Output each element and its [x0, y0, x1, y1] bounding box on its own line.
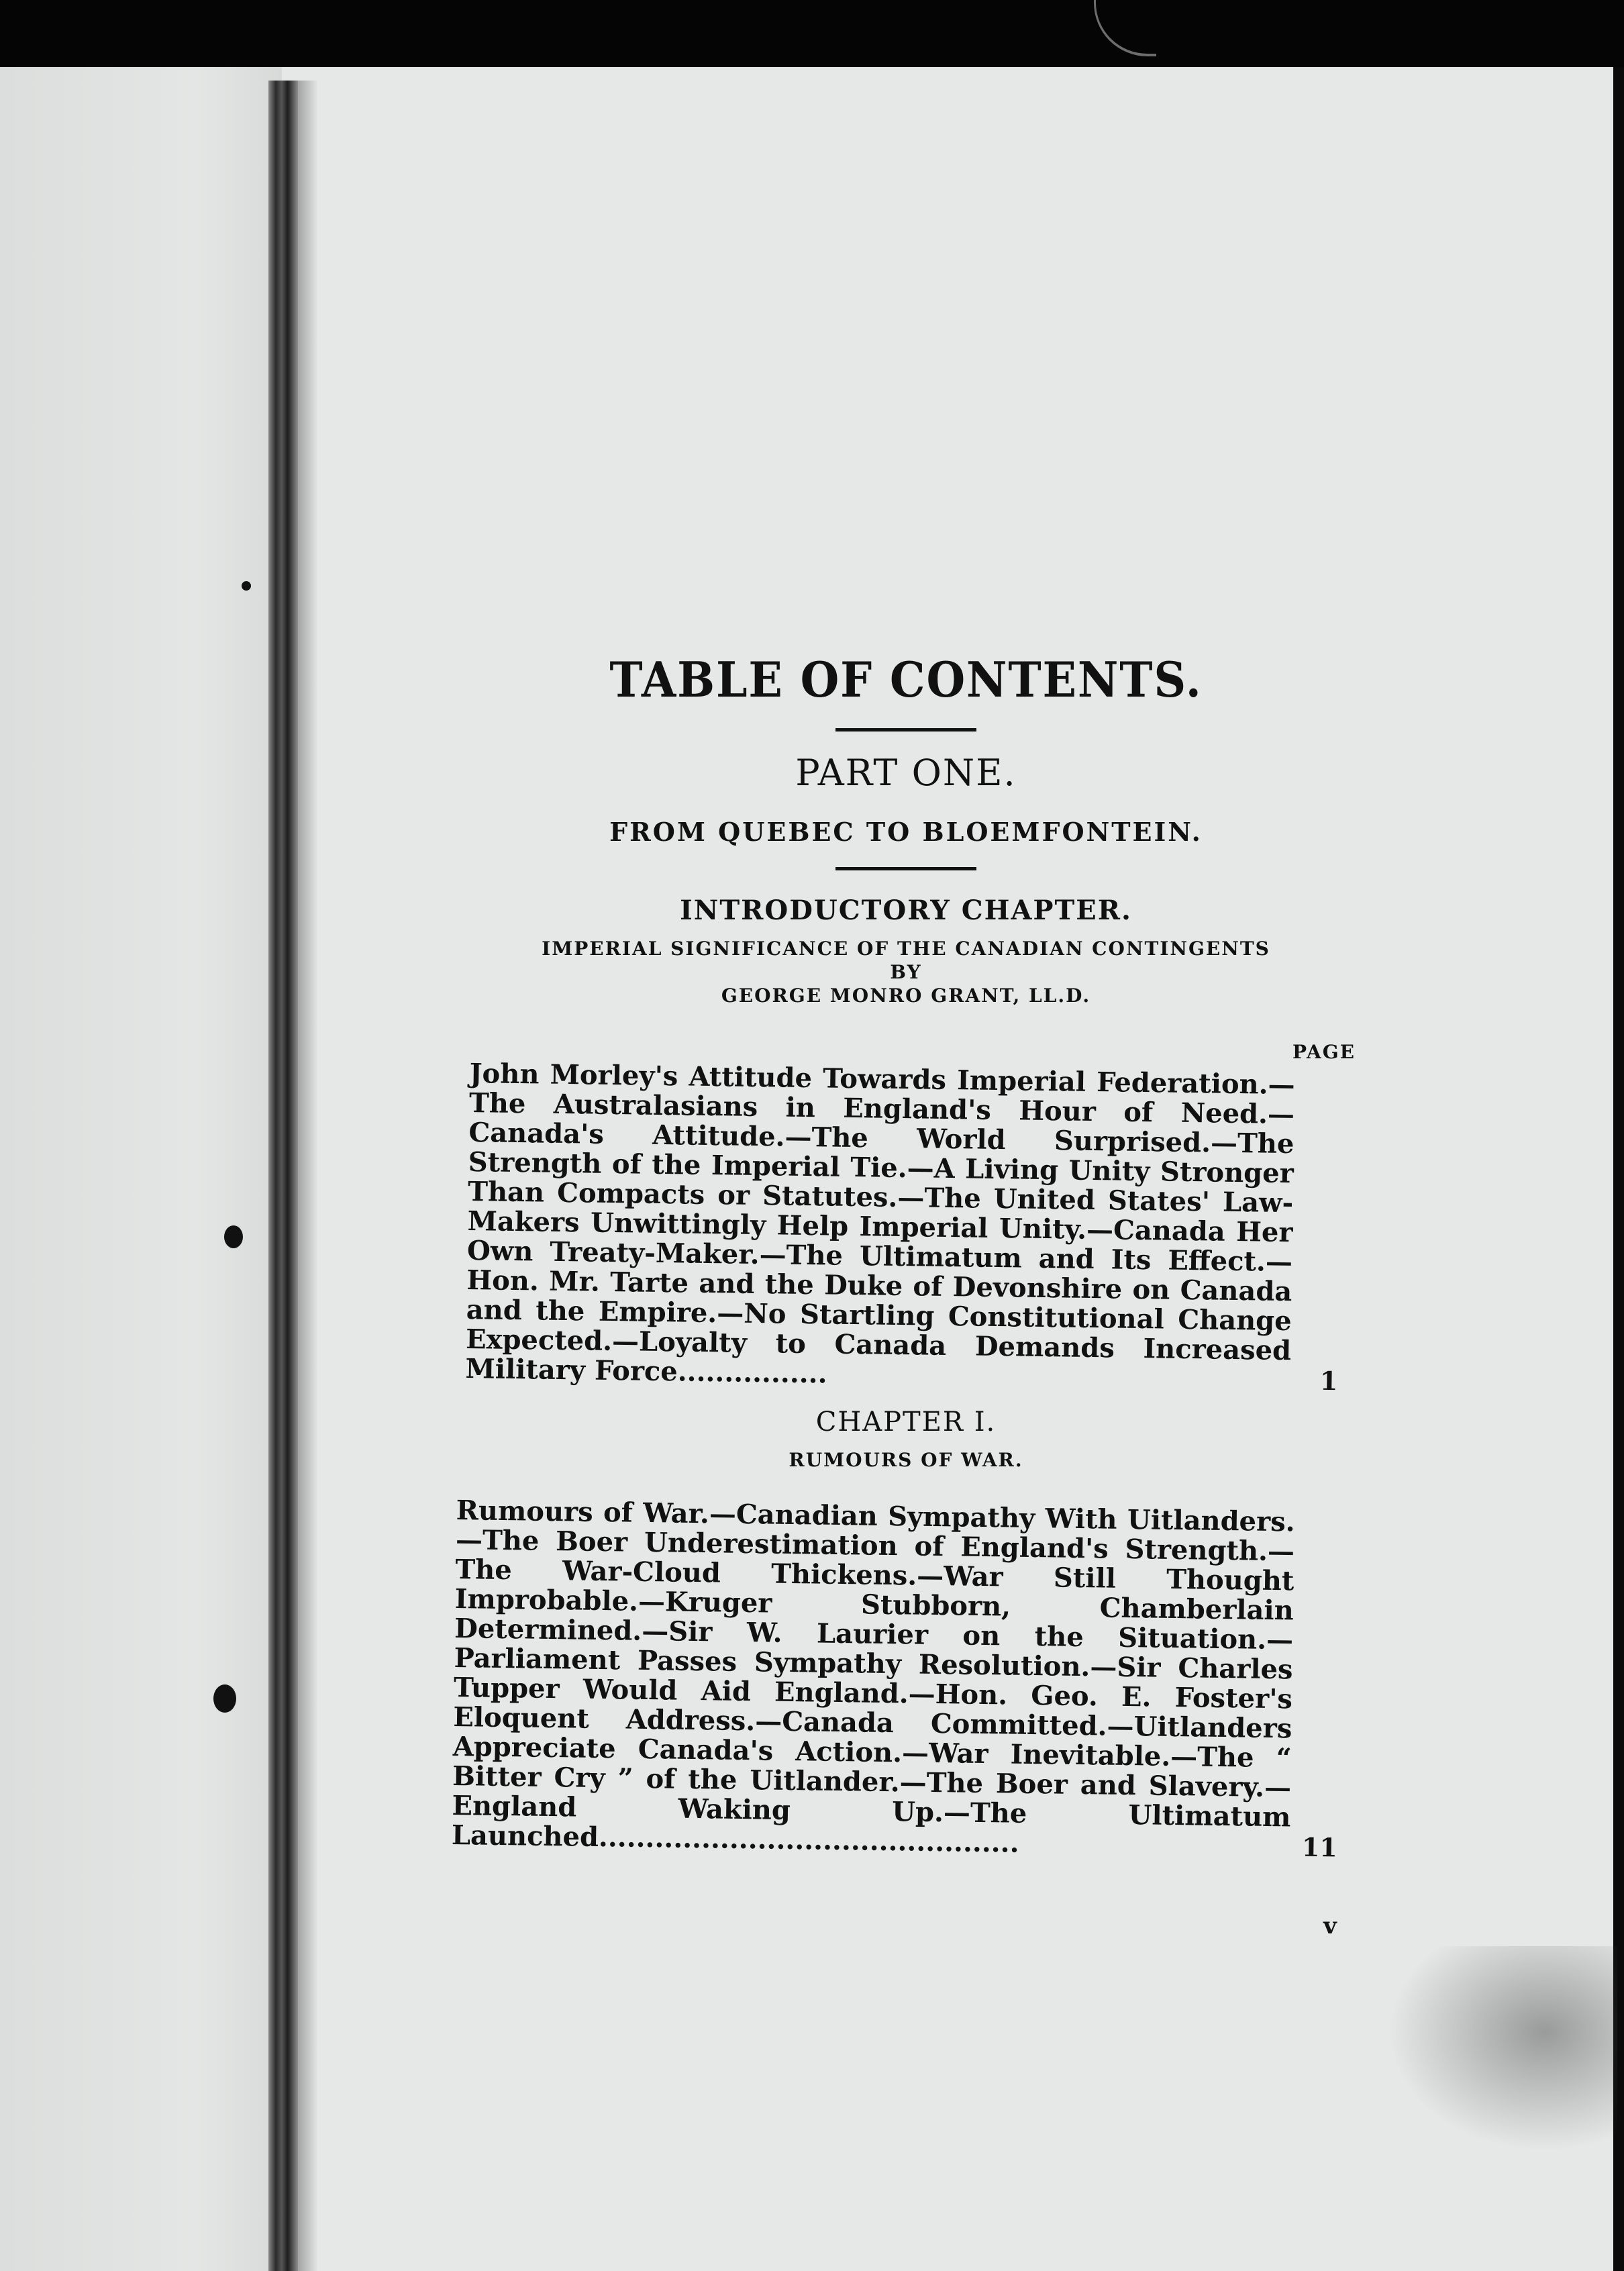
introductory-chapter-entry: [465, 1058, 1338, 1397]
introductory-subtitle-line: IMPERIAL SIGNIFICANCE OF THE CANADIAN CONTINGENTS: [542, 938, 1270, 960]
title-rule: [835, 728, 976, 731]
table-of-contents: [451, 631, 1356, 1863]
introductory-by-line: BY: [890, 961, 922, 983]
chapter-one-summary: Rumours of War.—Canadian Sympathy With Uitlanders.—The Boer Underestimation of England's Strength.—The War-Cloud Thickens.—War Still Thought Improbable.—Kruger Stubborn, Chamberlain Determined.—Sir W. Laurier on the Situation.—Parliament Passes Sympathy Resolution.—Sir Charles Tupper Would Aid England.—Hon. Geo. E. Foster's Eloquent Address.—Canada Committed.—Uitlanders Appreciate Canada's Action.—War Inevitable.—The “ Bitter Cry ” of the Uitlander.—The Boer and Slavery.—England Waking Up.—The Ultimatum Launched.............................................: [451, 1495, 1295, 1859]
scan-top-border: [0, 0, 1624, 67]
chapter-one-entry: [451, 1495, 1338, 1863]
page-title: TABLE OF CONTENTS.: [609, 651, 1203, 708]
introductory-chapter-heading: INTRODUCTORY CHAPTER.: [680, 895, 1132, 926]
binding-hole-middle: [224, 1225, 243, 1248]
page-folio: v: [1323, 1913, 1337, 1939]
page-column-label: PAGE: [1292, 1041, 1356, 1063]
chapter-one-subtitle: RUMOURS OF WAR.: [789, 1449, 1023, 1471]
book-binding: [268, 81, 298, 2271]
part-subtitle: FROM QUEBEC TO BLOEMFONTEIN.: [609, 817, 1203, 847]
ink-smudge: [1376, 1946, 1617, 2161]
introductory-chapter-subtitle: [470, 937, 1342, 1007]
part-heading: PART ONE.: [795, 752, 1017, 794]
introductory-page-number: 1: [1319, 1365, 1338, 1397]
introductory-summary: John Morley's Attitude Towards Imperial Federation.—The Australasians in England's Hour of Need.—Canada's Attitude.—The World Surprised.—The Strength of the Imperial Tie.—A Living Unity Stronger Than Compacts or Statutes.—The United States' Law-Makers Unwittingly Help Imperial Unity.—Canada Her Own Treaty-Maker.—The Ultimatum and Its Effect.—Hon. Mr. Tarte and the Duke of Devonshire on Canada and the Empire.—No Startling Constitutional Change Expected.—Loyalty to Canada Demands Increased Military Force................: [465, 1058, 1295, 1390]
binding-shadow: [298, 81, 318, 2271]
paper-crease: [1094, 0, 1156, 56]
binding-hole-lower: [213, 1684, 236, 1713]
scan-right-border: [1613, 67, 1624, 2271]
chapter-one-heading: CHAPTER I.: [815, 1407, 997, 1437]
introductory-author: GEORGE MONRO GRANT, LL.D.: [721, 985, 1091, 1007]
part-rule: [835, 867, 976, 870]
binding-hole-top: [242, 581, 251, 591]
left-page: [0, 67, 282, 2271]
chapter-one-page-number: 11: [1301, 1831, 1338, 1863]
